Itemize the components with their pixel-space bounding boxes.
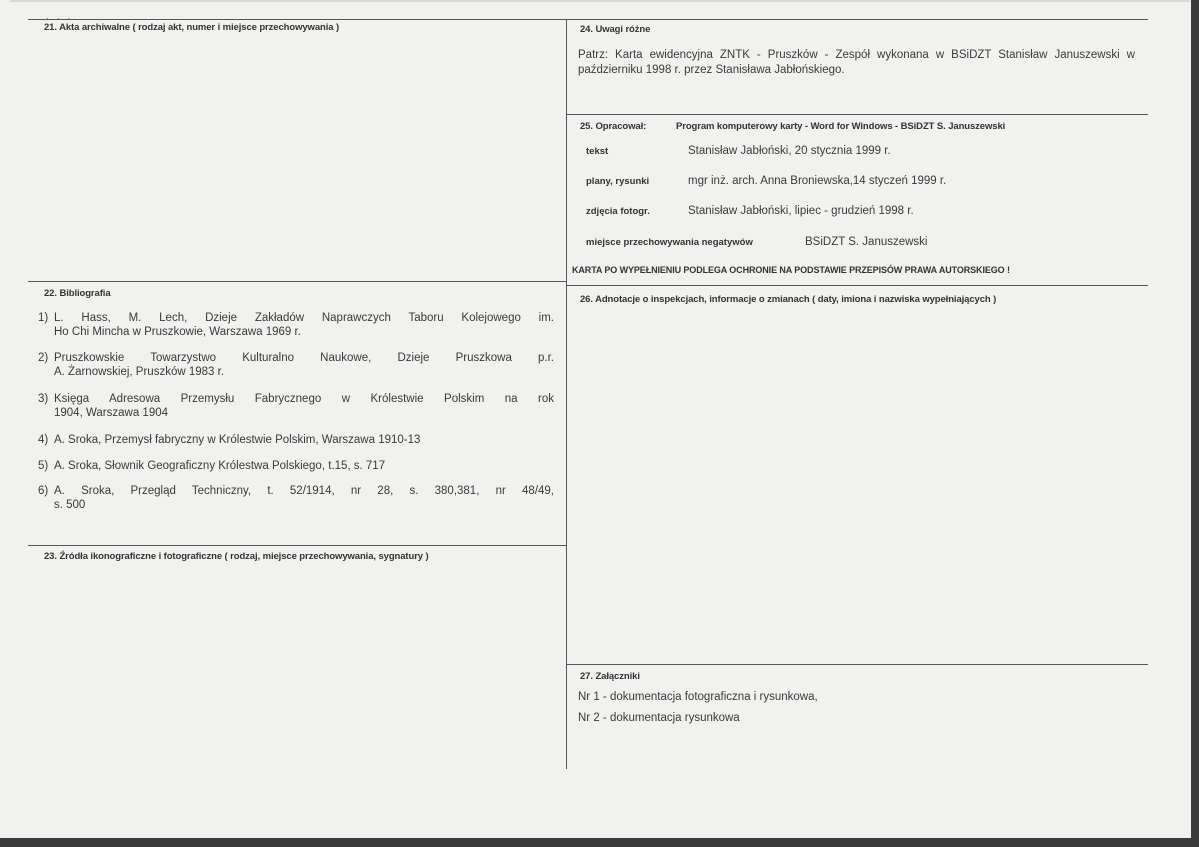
rule-22-23 [28,545,566,546]
section-22-heading: 22. Bibliografia [44,288,111,299]
section-26-heading: 26. Adnotacje o inspekcjach, informacje o zmianach ( daty, imiona i nazwiska wypełniających ) [580,294,997,305]
bibliography-text: A. Sroka, Przegląd Techniczny, t. 52/1914, nr 28, s. 380,381, nr 48/49, [54,485,554,497]
prepared-plans-label: plany, rysunki [586,176,650,187]
negatives-location-label: miejsce przechowywania negatywów [586,237,753,248]
bibliography-number: 6) [38,485,49,497]
bibliography-text: Pruszkowskie Towarzystwo Kulturalno Naukowe, Dzieje Pruszkowa p.r. [54,352,554,364]
prepared-text-label: tekst [586,146,609,157]
bibliography-text: A. Sroka, Słownik Geograficzny Królestwa Polskiego, t.15, s. 717 [54,460,386,472]
rule-25-26 [566,285,1148,286]
section-24-text: Patrz: Karta ewidencyjna ZNTK - Pruszków - Zespół wykonana w BSiDZT Stanisław Januszewski w październiku 1998 r. przez Stanisława Jabłońskiego. [578,49,1135,76]
prepared-plans-value: mgr inż. arch. Anna Broniewska,14 styczeń 1999 r. [688,175,947,187]
bibliography-text-cont: A. Żarnowskiej, Pruszków 1983 r. [54,366,225,378]
top-rule [28,19,1148,20]
scan-border-bottom [0,838,1199,847]
bibliography-text-cont: Ho Chi Mincha w Pruszkowie, Warszawa 1969 r. [54,326,301,338]
center-divider [566,19,567,769]
prepared-photos-label: zdjęcia fotogr. [586,206,650,217]
bibliography-text-cont: 1904, Warszawa 1904 [54,407,169,419]
bibliography-text: A. Sroka, Przemysł fabryczny w Królestwie Polskim, Warszawa 1910-13 [54,434,421,446]
negatives-location-value: BSiDZT S. Januszewski [805,236,928,248]
bibliography-item [38,433,554,447]
bibliography-item [38,311,554,339]
bibliography-item [38,459,554,473]
bibliography-number: 2) [38,352,49,364]
bibliography-item [38,392,554,420]
rule-26-27 [566,664,1148,665]
section-24-heading: 24. Uwagi różne [580,24,651,35]
bibliography-item [38,351,554,379]
section-23-heading: 23. Źródła ikonograficzne i fotograficzne ( rodzaj, miejsce przechowywania, sygnatury ) [44,551,429,562]
prepared-text-value: Stanisław Jabłoński, 20 stycznia 1999 r. [688,145,891,157]
bibliography-text: L. Hass, M. Lech, Dzieje Zakładów Naprawczych Taboru Kolejowego im. [54,312,554,324]
attachment-item: Nr 1 - dokumentacja fotograficzna i rysunkowa, [578,691,818,703]
attachment-item: Nr 2 - dokumentacja rysunkowa [578,712,740,724]
bibliography-number: 3) [38,393,49,405]
bibliography-text: Księga Adresowa Przemysłu Fabrycznego w Królestwie Polskim na rok [54,393,554,405]
sheet-top-edge [10,0,1190,2]
section-25-heading: 25. Opracował: [580,121,647,132]
bibliography-number: 1) [38,312,49,324]
section-21-heading: 21. Akta archiwalne ( rodzaj akt, numer i miejsce przechowywania ) [44,22,340,33]
bibliography-text-cont: s. 500 [54,499,86,511]
section-27-heading: 27. Załączniki [580,671,640,682]
bibliography-number: 4) [38,434,49,446]
section-25-program: Program komputerowy karty - Word for Windows - BSiDZT S. Januszewski [676,121,1006,132]
bibliography-number: 5) [38,460,49,472]
scan-border-right [1191,0,1199,847]
bibliography-item [38,484,554,512]
rule-24-25 [566,114,1148,115]
prepared-photos-value: Stanisław Jabłoński, lipiec - grudzień 1998 r. [688,205,914,217]
faint-scan-mark: · · · [46,14,74,23]
copyright-warning: KARTA PO WYPEŁNIENIU PODLEGA OCHRONIE NA PODSTAWIE PRZEPISÓW PRAWA AUTORSKIEGO ! [572,265,1010,275]
rule-21-22 [28,281,566,282]
